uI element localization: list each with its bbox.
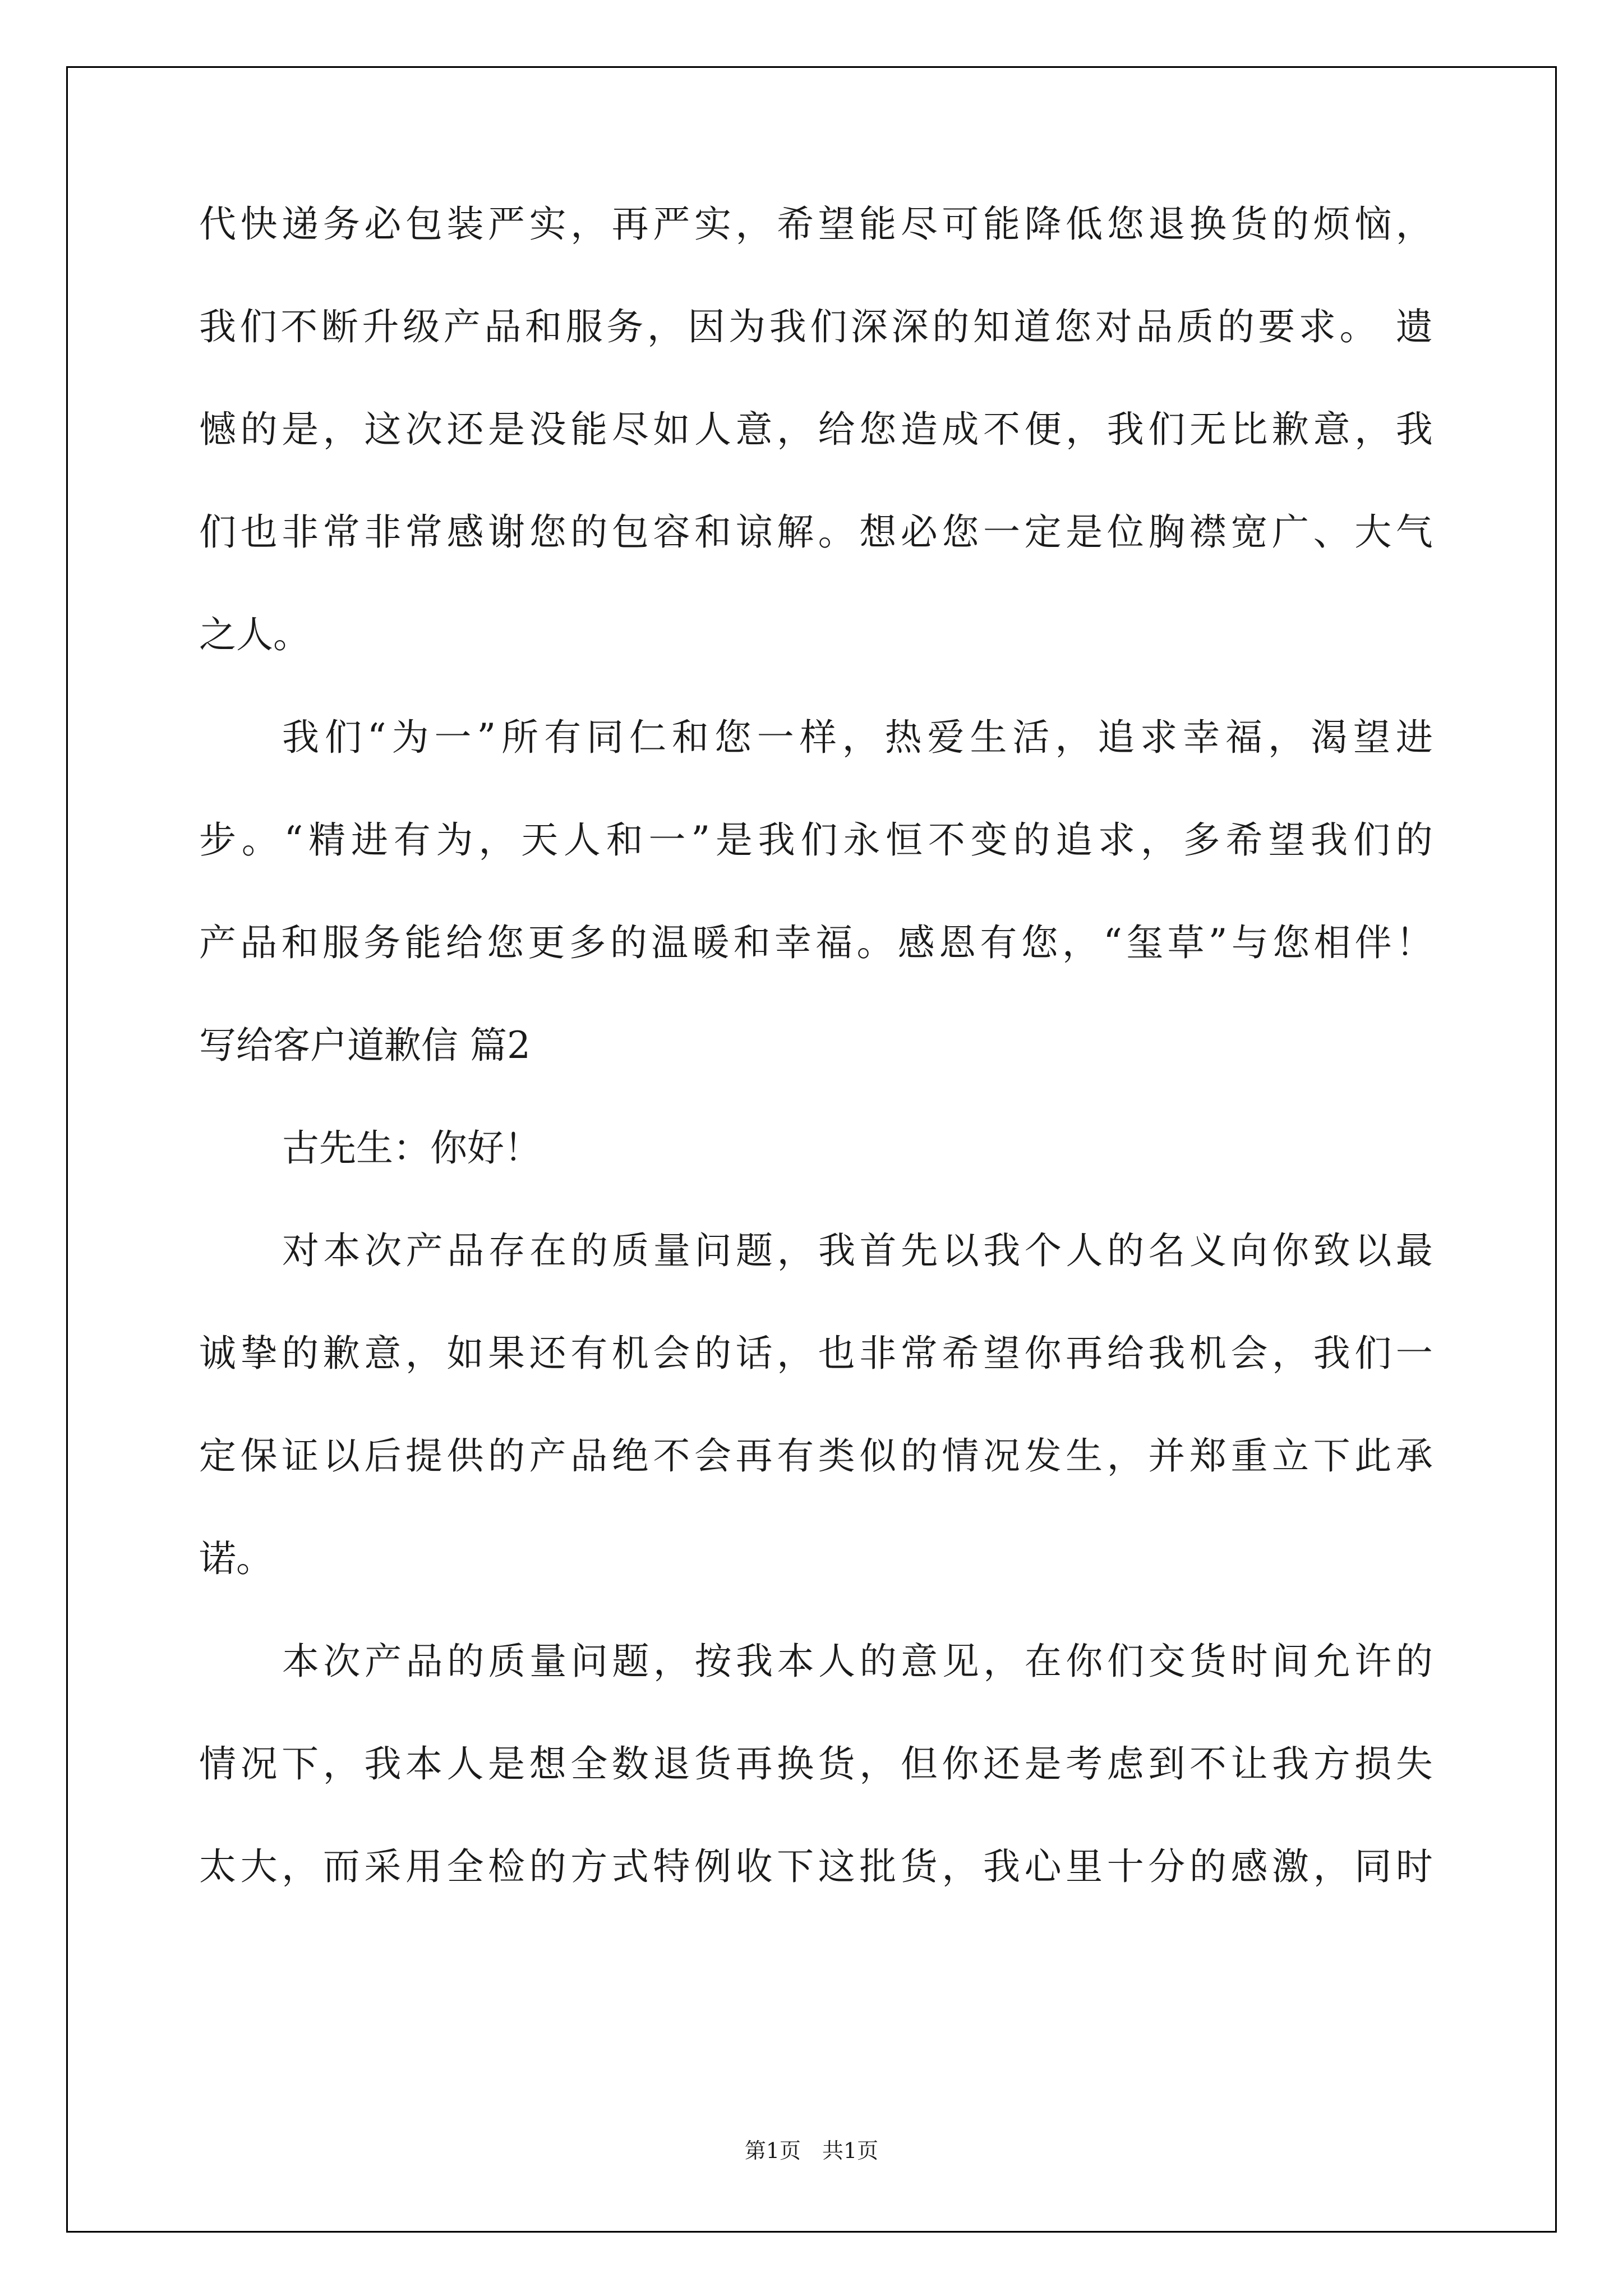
text-line: 代 快 递 务 必 包 装 严 实 ， 再 严 实 ， 希 望 能 尽 可 能 降 低 您 退 换 货 的 烦 恼 ， (199, 203, 1433, 246)
text-line: 情 况 下 ， 我 本 人 是 想 全 数 退 货 再 换 货 ， 但 你 还 是 考 虑 到 不 让 我 方 损 失 (199, 1742, 1433, 1786)
text-line: 对 本 次 产 品 存 在 的 质 量 问 题 ， 我 首 先 以 我 个 人 的 名 义 向 你 致 以 最 (282, 1229, 1433, 1272)
text-line: 步 。 “ 精 进 有 为 ， 天 人 和 一 ” 是 我 们 永 恒 不 变 的 追 求 ， 多 希 望 我 们 的 (199, 818, 1433, 862)
salutation-line: 古先生：你好！ (282, 1126, 541, 1170)
text-line: 太 大 ， 而 采 用 全 检 的 方 式 特 例 收 下 这 批 货 ， 我 心 里 十 分 的 感 激 ， 同 时 (199, 1845, 1433, 1888)
text-line: 诺。 (199, 1537, 273, 1580)
text-line: 诚 挚 的 歉 意 ， 如 果 还 有 机 会 的 话 ， 也 非 常 希 望 你 再 给 我 机 会 ， 我 们 一 (199, 1332, 1433, 1375)
text-line: 本 次 产 品 的 质 量 问 题 ， 按 我 本 人 的 意 见 ， 在 你 们 交 货 时 间 允 许 的 (282, 1640, 1433, 1683)
text-line: 定 保 证 以 后 提 供 的 产 品 绝 不 会 再 有 类 似 的 情 况 发 生 ， 并 郑 重 立 下 此 承 (199, 1434, 1433, 1478)
document-body (199, 205, 1433, 1950)
text-line: 们 也 非 常 非 常 感 谢 您 的 包 容 和 谅 解 。 想 必 您 一 定 是 位 胸 襟 宽 广 、 大 气 (199, 510, 1433, 554)
page-footer: 第1页 共1页 (744, 2138, 879, 2163)
text-line: 产 品 和 服 务 能 给 您 更 多 的 温 暖 和 幸 福 。 感 恩 有 您 ， “ 玺 草 ” 与 您 相 伴 ！ (199, 921, 1433, 964)
text-line: 我 们 不 断 升 级 产 品 和 服 务 ， 因 为 我 们 深 深 的 知 道 您 对 品 质 的 要 求 。 遗 (199, 305, 1433, 348)
text-line: 之人。 (199, 613, 310, 656)
text-line: 我 们 “ 为 一 ” 所 有 同 仁 和 您 一 样 ， 热 爱 生 活 ， 追 求 幸 福 ， 渴 望 进 (282, 716, 1433, 759)
section-heading: 写给客户道歉信 篇2 (199, 1024, 531, 1067)
text-line: 憾 的 是 ， 这 次 还 是 没 能 尽 如 人 意 ， 给 您 造 成 不 便 ， 我 们 无 比 歉 意 ， 我 (199, 408, 1433, 451)
